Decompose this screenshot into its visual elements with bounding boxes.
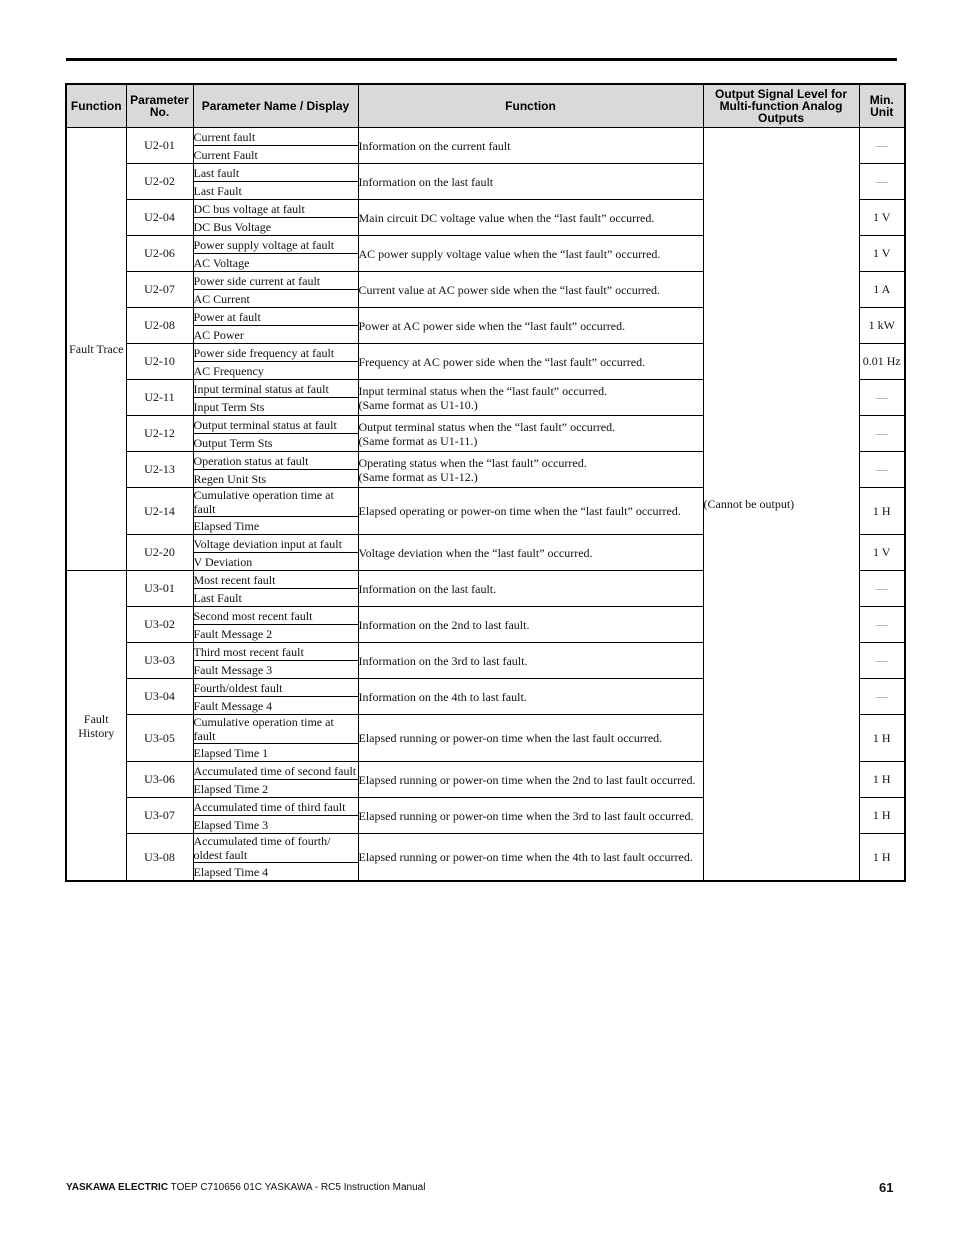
function-description — [358, 607, 703, 643]
description-line: AC power supply voltage value when the “last fault” occurred. — [358, 246, 661, 261]
parameter-display: Elapsed Time — [193, 517, 358, 535]
description-line: Operating status when the “last fault” occurred. — [358, 455, 587, 470]
parameter-number: U3-06 — [126, 762, 193, 798]
parameter-name: Input terminal status at fault — [193, 380, 358, 398]
parameter-number: U2-02 — [126, 164, 193, 200]
parameter-name: Cumulative operation time at fault — [193, 488, 358, 517]
parameter-number: U2-01 — [126, 128, 193, 164]
function-description — [358, 272, 703, 308]
table-row — [66, 128, 905, 146]
description-line: (Same format as U1-10.) — [358, 397, 478, 412]
function-description — [358, 236, 703, 272]
parameter-display: Elapsed Time 4 — [193, 863, 358, 882]
function-description — [358, 128, 703, 164]
function-description — [358, 679, 703, 715]
parameter-number: U3-01 — [126, 571, 193, 607]
parameter-name: Output terminal status at fault — [193, 416, 358, 434]
parameter-name: Power at fault — [193, 308, 358, 326]
description-line: Main circuit DC voltage value when the “last fault” occurred. — [358, 210, 655, 225]
description-line: (Same format as U1-12.) — [358, 469, 478, 484]
function-description — [358, 164, 703, 200]
parameter-number: U2-08 — [126, 308, 193, 344]
min-unit: 1 H — [859, 488, 905, 535]
parameter-display: Output Term Sts — [193, 434, 358, 452]
min-unit: — — [859, 416, 905, 452]
description-line: Voltage deviation when the “last fault” occurred. — [358, 545, 593, 560]
min-unit: 1 H — [859, 762, 905, 798]
parameter-name: Power side frequency at fault — [193, 344, 358, 362]
function-description — [358, 308, 703, 344]
parameter-name: Power supply voltage at fault — [193, 236, 358, 254]
parameter-name: Most recent fault — [193, 571, 358, 589]
function-description — [358, 380, 703, 416]
parameter-display: AC Current — [193, 290, 358, 308]
function-description — [358, 798, 703, 834]
page-footer — [66, 1182, 425, 1193]
parameter-display: Input Term Sts — [193, 398, 358, 416]
parameter-display: DC Bus Voltage — [193, 218, 358, 236]
description-line: Elapsed operating or power-on time when the “last fault” occurred. — [358, 504, 681, 518]
description-line: Information on the 2nd to last fault. — [358, 617, 530, 632]
table-header-row — [66, 84, 905, 128]
parameter-display: Elapsed Time 1 — [193, 744, 358, 762]
function-group-label: Fault Trace — [66, 128, 126, 571]
parameter-number: U2-20 — [126, 535, 193, 571]
min-unit: 1 A — [859, 272, 905, 308]
description-line: (Same format as U1-11.) — [358, 433, 478, 448]
min-unit: 1 V — [859, 200, 905, 236]
header-parameter-no: Parameter No. — [126, 84, 193, 128]
description-line: Information on the 3rd to last fault. — [358, 653, 528, 668]
header-function: Function — [66, 84, 126, 128]
parameter-display: Elapsed Time 2 — [193, 780, 358, 798]
parameter-name: Cumulative operation time at fault — [193, 715, 358, 744]
function-description — [358, 416, 703, 452]
description-line: Information on the last fault. — [358, 581, 497, 596]
parameter-name: Accumulated time of third fault — [193, 798, 358, 816]
parameter-number: U3-05 — [126, 715, 193, 762]
parameter-name: Power side current at fault — [193, 272, 358, 290]
parameter-name: Accumulated time of fourth/ oldest fault — [193, 834, 358, 863]
min-unit: 1 V — [859, 535, 905, 571]
min-unit: 1 H — [859, 798, 905, 834]
page-number: 61 — [879, 1180, 894, 1195]
parameter-number: U3-08 — [126, 834, 193, 882]
function-description — [358, 488, 703, 535]
parameter-display: Elapsed Time 3 — [193, 816, 358, 834]
parameter-display: Last Fault — [193, 182, 358, 200]
parameter-display: AC Voltage — [193, 254, 358, 272]
min-unit: 1 V — [859, 236, 905, 272]
min-unit: — — [859, 164, 905, 200]
parameter-display: Fault Message 2 — [193, 625, 358, 643]
parameter-display: Fault Message 3 — [193, 661, 358, 679]
parameter-display: Fault Message 4 — [193, 697, 358, 715]
parameter-name: DC bus voltage at fault — [193, 200, 358, 218]
min-unit: — — [859, 571, 905, 607]
min-unit: 1 H — [859, 715, 905, 762]
parameter-number: U3-03 — [126, 643, 193, 679]
parameter-number: U2-07 — [126, 272, 193, 308]
description-line: Elapsed running or power-on time when the last fault occurred. — [358, 731, 663, 745]
parameter-number: U2-14 — [126, 488, 193, 535]
function-description — [358, 535, 703, 571]
parameter-name: Last fault — [193, 164, 358, 182]
description-line: Elapsed running or power-on time when the 4th to last fault occurred. — [358, 850, 693, 864]
parameter-display: Last Fault — [193, 589, 358, 607]
parameter-name: Operation status at fault — [193, 452, 358, 470]
table-body — [66, 128, 905, 882]
parameter-number: U3-07 — [126, 798, 193, 834]
function-description — [358, 643, 703, 679]
parameter-display: Current Fault — [193, 146, 358, 164]
min-unit: — — [859, 643, 905, 679]
parameter-table — [65, 83, 906, 882]
parameter-display: AC Power — [193, 326, 358, 344]
function-group-label: Fault History — [66, 571, 126, 882]
function-description — [358, 452, 703, 488]
description-line: Information on the last fault — [358, 174, 494, 189]
header-output-signal: Output Signal Level for Multi-function Analog Outputs — [703, 84, 859, 128]
description-line: Frequency at AC power side when the “last fault” occurred. — [358, 354, 646, 369]
description-line: Input terminal status when the “last fault” occurred. — [358, 383, 608, 398]
description-line: Output terminal status when the “last fault” occurred. — [358, 419, 616, 434]
parameter-name: Second most recent fault — [193, 607, 358, 625]
header-function-description: Function — [358, 84, 703, 128]
parameter-number: U2-04 — [126, 200, 193, 236]
header-parameter-name: Parameter Name / Display — [193, 84, 358, 128]
parameter-number: U2-06 — [126, 236, 193, 272]
min-unit: 1 H — [859, 834, 905, 882]
min-unit: — — [859, 380, 905, 416]
min-unit: — — [859, 128, 905, 164]
header-rule — [66, 58, 897, 61]
parameter-number: U3-04 — [126, 679, 193, 715]
header-min-unit: Min. Unit — [859, 84, 905, 128]
parameter-name: Voltage deviation input at fault — [193, 535, 358, 553]
parameter-display: V Deviation — [193, 553, 358, 571]
description-line: Elapsed running or power-on time when the 3rd to last fault occurred. — [358, 808, 694, 823]
output-signal-level: (Cannot be output) — [703, 128, 859, 882]
footer-document: TOEP C710656 01C YASKAWA - RC5 Instruction Manual — [170, 1182, 426, 1193]
parameter-number: U2-11 — [126, 380, 193, 416]
description-line: Elapsed running or power-on time when the 2nd to last fault occurred. — [358, 772, 696, 787]
parameter-name: Accumulated time of second fault — [193, 763, 357, 778]
description-line: Current value at AC power side when the “last fault” occurred. — [358, 282, 661, 297]
parameter-number: U2-10 — [126, 344, 193, 380]
min-unit: — — [859, 679, 905, 715]
description-line: Information on the current fault — [358, 138, 511, 153]
footer-brand: YASKAWA ELECTRIC — [66, 1182, 169, 1193]
parameter-name: Third most recent fault — [193, 643, 358, 661]
parameter-number: U2-12 — [126, 416, 193, 452]
min-unit: 1 kW — [859, 308, 905, 344]
function-description — [358, 571, 703, 607]
function-description — [358, 762, 703, 798]
parameter-number: U3-02 — [126, 607, 193, 643]
parameter-name: Current fault — [193, 128, 358, 146]
function-description — [358, 344, 703, 380]
description-line: Power at AC power side when the “last fault” occurred. — [358, 318, 626, 333]
description-line: Information on the 4th to last fault. — [358, 689, 527, 704]
min-unit: — — [859, 607, 905, 643]
parameter-display: Regen Unit Sts — [193, 470, 358, 488]
parameter-number: U2-13 — [126, 452, 193, 488]
function-description — [358, 715, 703, 762]
function-description — [358, 200, 703, 236]
function-description — [358, 834, 703, 882]
parameter-display: AC Frequency — [193, 362, 358, 380]
min-unit: — — [859, 452, 905, 488]
parameter-name: Fourth/oldest fault — [193, 679, 358, 697]
min-unit: 0.01 Hz — [859, 344, 905, 380]
